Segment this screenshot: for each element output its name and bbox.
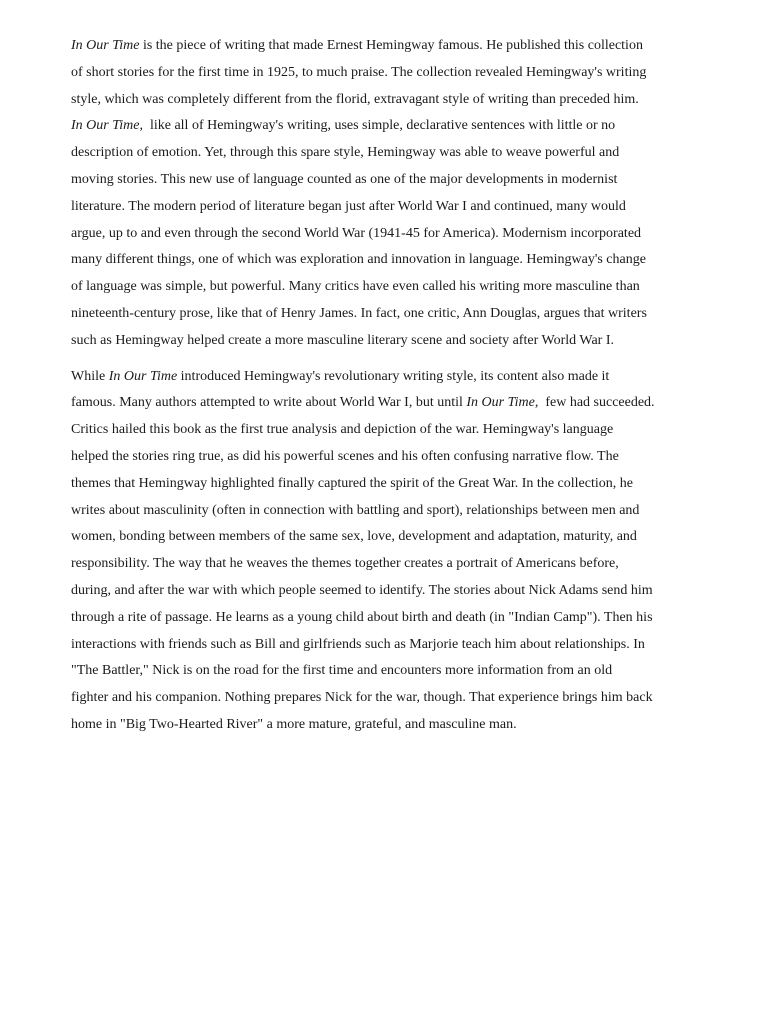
- text-line: moving stories. This new use of language counted as one of the major developments in modernist: [71, 171, 618, 187]
- text-line: such as Hemingway helped create a more masculine literary scene and society after World War I.: [71, 332, 615, 348]
- text-line: of short stories for the first time in 1925, to much praise. The collection revealed Hemingway's writing: [71, 64, 647, 80]
- text-line: In Our Time, like all of Hemingway's writing, uses simple, declarative sentences with little or no: [71, 118, 616, 134]
- text-line: In Our Time is the piece of writing that made Ernest Hemingway famous. He published this collection: [71, 38, 643, 53]
- text-line: literature. The modern period of literature began just after World War I and continued, many would: [71, 198, 626, 214]
- text-line: argue, up to and even through the second World War (1941-45 for America). Modernism incorporated: [71, 225, 642, 241]
- text-line: writes about masculinity (often in connection with battling and sport), relationships between men and: [71, 502, 640, 518]
- text-line: Critics hailed this book as the first true analysis and depiction of the war. Hemingway's language: [71, 422, 614, 438]
- text-line: "The Battler," Nick is on the road for the first time and encounters more information from an old: [71, 663, 613, 679]
- text-line: through a rite of passage. He learns as a young child about birth and death (in "Indian Camp"). Then his: [71, 609, 653, 625]
- text-line: While In Our Time introduced Hemingway's revolutionary writing style, its content also made it: [71, 368, 610, 384]
- text-line: style, which was completely different from the florid, extravagant style of writing than preceded him.: [71, 91, 639, 107]
- book-title: In Our Time: [108, 368, 178, 384]
- text-line: of language was simple, but powerful. Many critics have even called his writing more masculine than: [71, 279, 640, 295]
- text-line: responsibility. The way that he weaves the themes together creates a portrait of Americans before,: [71, 556, 619, 572]
- text-line: many different things, one of which was exploration and innovation in language. Hemingway's change: [71, 252, 646, 268]
- text-line: description of emotion. Yet, through this spare style, Hemingway was able to weave powerful and: [71, 145, 620, 161]
- document-page: [71, 33, 711, 739]
- text-line: interactions with friends such as Bill and girlfriends such as Marjorie teach him about relationships. In: [71, 636, 645, 652]
- text-line: women, bonding between members of the same sex, love, development and adaptation, maturity, and: [71, 529, 637, 545]
- text-line: themes that Hemingway highlighted finally captured the spirit of the Great War. In the collection, he: [71, 475, 633, 491]
- text-line: famous. Many authors attempted to write about World War I, but until In Our Time, few had succeeded.: [71, 395, 655, 411]
- paragraph-2: [71, 364, 711, 739]
- text-line: nineteenth-century prose, like that of Henry James. In fact, one critic, Ann Douglas, argues that writers: [71, 305, 647, 321]
- paragraph-1: [71, 33, 711, 355]
- text-line: home in "Big Two-Hearted River" a more mature, grateful, and masculine man.: [71, 716, 517, 732]
- text-line: helped the stories ring true, as did his powerful scenes and his often confusing narrative flow. The: [71, 448, 619, 464]
- book-title: In Our Time,: [71, 118, 143, 134]
- text-line: during, and after the war with which people seemed to identify. The stories about Nick Adams send him: [71, 582, 653, 598]
- book-title: In Our Time,: [466, 395, 539, 411]
- book-title: In Our Time: [71, 38, 140, 53]
- text-line: fighter and his companion. Nothing prepares Nick for the war, though. That experience brings him back: [71, 690, 653, 706]
